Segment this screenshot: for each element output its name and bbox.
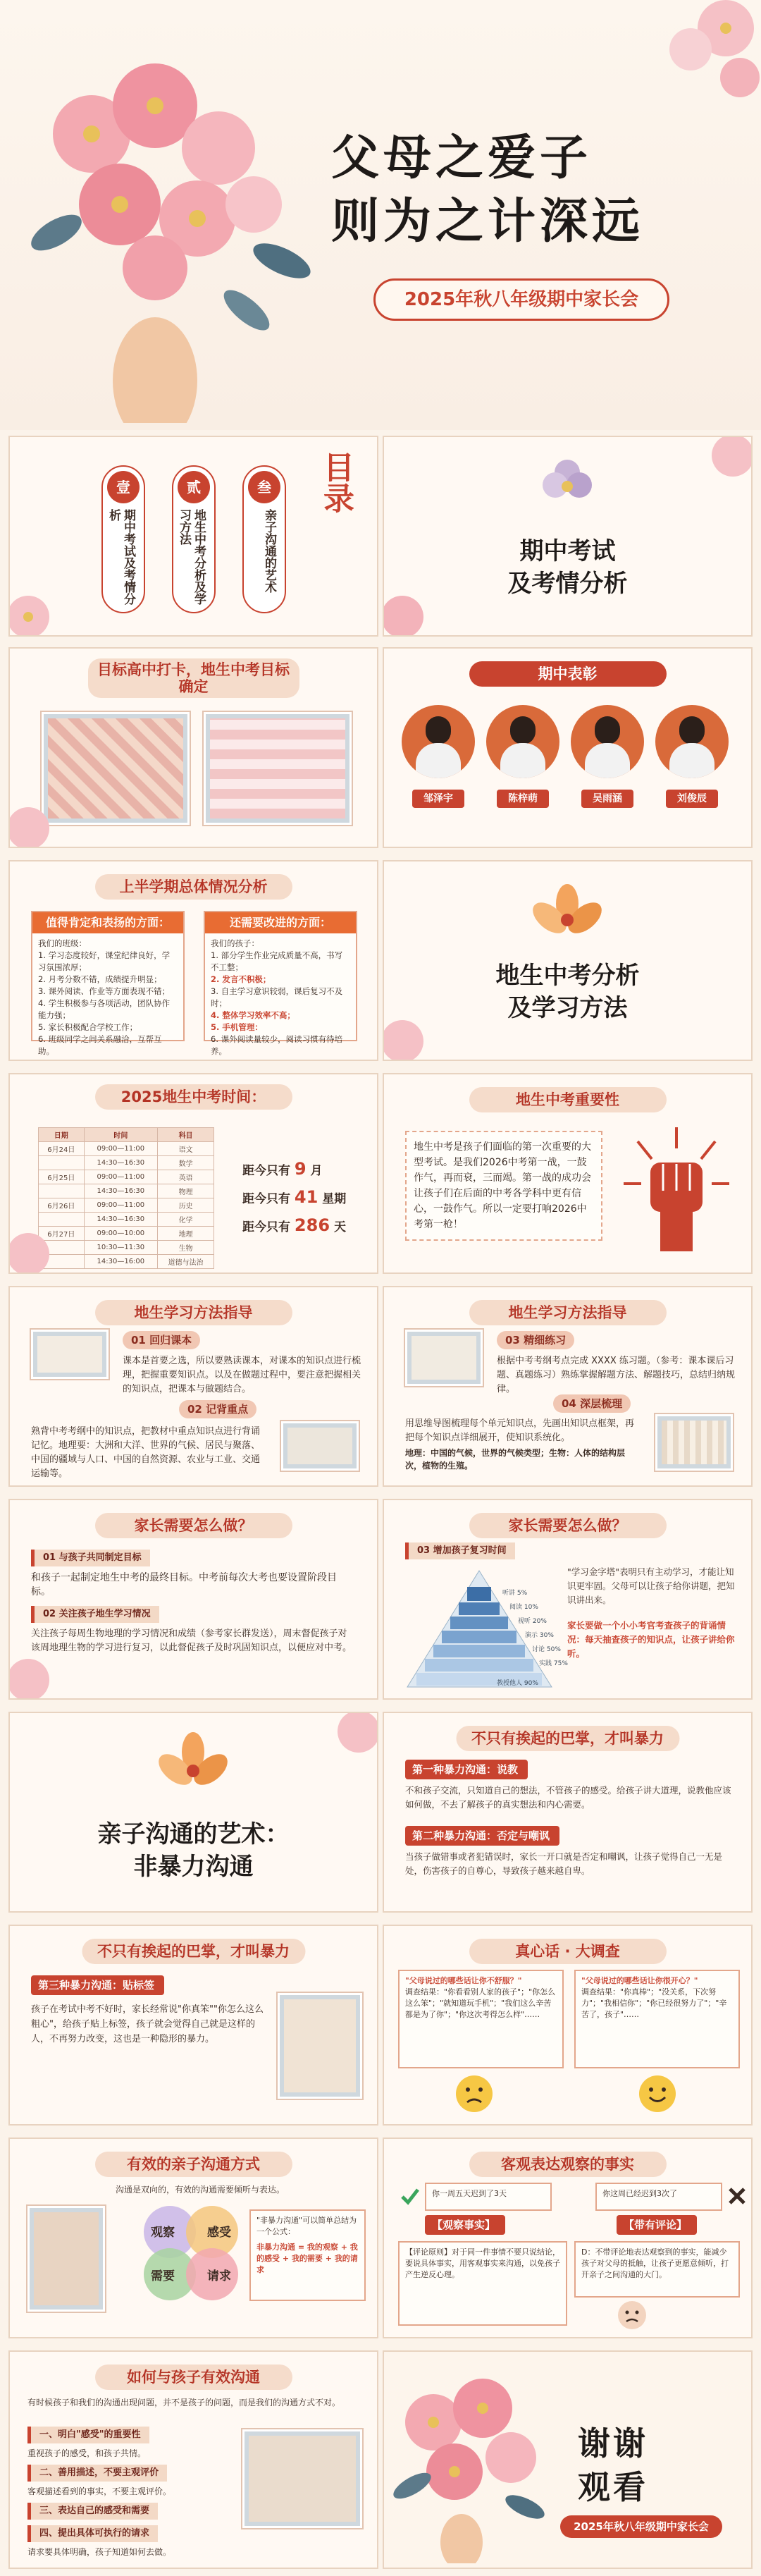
survey-pleasant-question: "父母说过的哪些话让你很开心？" [581,1976,698,1985]
slap1-banner: 不只有挨起的巴掌，才叫暴力 [456,1726,679,1751]
cross-icon [726,2185,748,2207]
fact-side-box: D：不带评论地表达观察到的事实，能减少孩子对父母的抵触，让孩子更愿意倾听，打开亲子之间沟通的大门。 [574,2241,740,2298]
parents1-slide [8,1499,378,1700]
flower-decoration-icon [383,1006,438,1061]
facts-banner: 客观表达观察的事实 [469,2152,667,2177]
cover-title-line1: 父母之爱子 [331,130,593,186]
survey-pleasant-box [574,1970,740,2068]
flower-decoration-icon [8,1645,63,1700]
lily-flower-icon [536,451,599,515]
toc-slide [8,436,378,637]
section3-title-line1: 亲子沟通的艺术： [97,1820,290,1848]
fact-example-box-2: 你这周已经迟到3次了 [595,2183,722,2211]
venn-label-feel: 感受 [207,2226,231,2240]
toc-heading: 目录 [318,451,354,513]
good-item: 1. 学习态度较好，课堂纪律良好，学习氛围浓厚； [38,950,171,972]
pyramid-level: 视听 20% [518,1618,547,1625]
importance-text: 地生中考是孩子们面临的第一次重要的大型考试。是我们2026中考第一战，一鼓作气，再而衰，三而竭。第一战的成功会让孩子们在后面的中考各学科中更有信心，一鼓作气。所以一定要打响2026中考第一枪！ [405,1131,602,1241]
formula-box [249,2209,366,2301]
parents-point-2-text: 关注孩子每周生物地理的学习情况和成绩（参考家长群发送），周末督促孩子对该周地理生物的学习进行复习，以此督促孩子及时巩固知识点，以便应对中考。 [31,1629,352,1653]
survey-unpleasant-box [398,1970,564,2068]
section2-title-line1: 地生中考分析 [495,962,640,990]
thanks-line2: 观看 [578,2468,648,2506]
section3-slide [8,1712,378,1913]
schedule-slide [8,1073,378,1274]
improve-points-box [204,911,357,1056]
effective-slide [8,2138,378,2338]
student-photo-4 [655,705,729,778]
flower-decoration-icon [8,582,63,637]
violence-type-1-text: 不和孩子交流，只知道自己的想法，不管孩子的感受。给孩子讲大道理，说教他应该如何做，不去了解孩子的真实想法和内心需要。 [405,1785,731,1810]
slap2-banner: 不只有挨起的巴掌，才叫暴力 [82,1939,305,1964]
improve-item: 3. 自主学习意识较弱，课后复习不及时； [211,986,343,1008]
flower-decoration-icon [698,436,753,491]
countdown-days: 距今只有 286 天 [242,1215,346,1235]
table-row: 6月26日 09:00—11:00 历史 [39,1198,214,1213]
good-points-box [31,911,185,1056]
crying-child-icon [617,2300,648,2331]
table-row: 10:30—11:30 生物 [39,1241,214,1255]
pyramid-level: 演示 30% [525,1632,554,1639]
countdown-months: 距今只有 9 月 [242,1159,323,1179]
parents-point-3: 03 增加孩子复习时间 [405,1542,515,1559]
howto-banner: 如何与孩子有效沟通 [95,2365,292,2390]
table-header: 时间 [84,1128,158,1142]
flower-decoration-icon [383,582,438,637]
table-header: 日期 [39,1128,85,1142]
improve-item: 我们的孩子： [211,938,259,948]
improve-item: 4. 整体学习效率不高； [211,1010,295,1020]
good-item: 3. 课外阅读、作业等方面表现不错； [38,986,171,996]
method-step-2-text: 熟背中考考纲中的知识点，把教材中重点知识点进行背诵记忆。地理要：大洲和大洋、世界的气候、居民与聚落、中国的疆域与人口、中国的自然资源、农业与工业、交通运输等。 [31,1426,261,1479]
happy-emoji-icon [638,2074,677,2114]
corner-flower-decoration [606,0,761,141]
writing-photo [281,1421,359,1471]
parents2-banner: 家长需要怎么做？ [469,1513,667,1538]
fact-example-box: 你一周五天迟到了3天 [425,2183,552,2211]
thanks-line1: 谢谢 [578,2424,648,2462]
toc-num-2: 贰 [178,471,210,503]
method2-banner: 地生学习方法指导 [469,1300,667,1325]
method-step-4-hint: 地理：中国的气候，世界的气候类型；生物：人体的结构层次，植物的生殖。 [405,1448,626,1471]
importance-slide [383,1073,753,1274]
violence-type-2-text: 当孩子做错事或者犯错误时，家长一开口就是否定和嘲讽，让孩子觉得自己一无是处，伤害孩子的自尊心，导致孩子越来越自卑。 [405,1851,723,1876]
parents-point-1: 01 与孩子共同制定目标 [31,1550,150,1566]
parents-point-3-text: "学习金字塔"表明只有主动学习，才能让知识更牢固。父母可以让孩子给你讲题，把知识讲出来。 [567,1566,735,1605]
notes-photo [405,1330,483,1386]
howto-tip-1-text: 重视孩子的感受，和孩子共情。 [27,2448,147,2458]
flower-bouquet-illustration [384,2359,553,2563]
survey-unpleasant-question: "父母说过的哪些话让你不舒服？" [405,1976,522,1985]
method-step-4: 04 深层梳理 [553,1394,631,1413]
toc-item-3[interactable] [242,465,286,613]
good-item: 6. 班级同学之间关系融洽，互帮互助。 [38,1034,162,1056]
formula-text: 非暴力沟通 = 我的观察 + 我的感受 + 我的需要 + 我的请求 [256,2243,358,2274]
table-row: 6月27日 09:00—10:00 地理 [39,1227,214,1241]
toc-num-1: 壹 [107,471,140,503]
check-icon [400,2185,421,2207]
howto-intro: 有时候孩子和我们的沟通出现问题，并不是孩子的问题，而是我们的沟通方式不对。 [27,2398,341,2408]
howto-tip-4-text: 请求要具体明确，孩子知道如何去做。 [27,2547,172,2557]
flower-bouquet-illustration [14,28,345,423]
pyramid-level: 实践 75% [539,1660,568,1667]
section3-title-line2: 非暴力沟通 [133,1853,254,1881]
parents2-slide [383,1499,753,1700]
lily-flower-icon [528,879,606,950]
table-row: 6月24日 09:00—11:00 语文 [39,1142,214,1156]
thanks-badge: 2025年秋八年级期中家长会 [560,2515,722,2538]
table-row: 14:30—16:30 数学 [39,1156,214,1170]
pyramid-level: 教授他人 90% [497,1680,538,1687]
student-photo-2 [486,705,559,778]
facts-slide [383,2138,753,2338]
good-item: 4. 学生积极参与各项活动，团队协作能力强； [38,998,171,1020]
parents-point-1-text: 和孩子一起制定地生中考的最终目标。中考前每次大考也要设置阶段目标。 [31,1572,337,1597]
table-row: 14:30—16:30 物理 [39,1184,214,1198]
pyramid-level: 听讲 5% [502,1590,528,1597]
praise-slide [383,647,753,848]
improve-item: 5. 手机管理： [211,1022,263,1032]
formula-heading: "非暴力沟通"可以简单总结为一个公式： [256,2216,357,2236]
fact-tag-observe: 【观察事实】 [425,2215,505,2235]
violence-type-3-text: 孩子在考试中考不好时，家长经常说"你真笨""你怎么这么粗心"，给孩子贴上标签，孩子就会觉得自己就是这样的人，不再努力改变，这也是一种隐形的暴力。 [31,2004,264,2044]
good-item: 5. 家长积极配合学校工作； [38,1022,138,1032]
raised-fist-icon [617,1120,736,1254]
flower-decoration-icon [8,793,63,848]
good-item: 2. 月考分数不错，成绩提升明显； [38,974,162,984]
table-header: 科目 [158,1128,214,1142]
importance-banner: 地生中考重要性 [469,1087,667,1112]
effective-intro: 沟通是双向的，有效的沟通需要倾听与表达。 [116,2185,285,2195]
flower-decoration-icon [8,1219,63,1274]
toc-label-2: 地生中考分析及学习方法 [177,509,206,605]
table-row: 14:30—16:00 道德与法治 [39,1255,214,1269]
howto-tip-2: 二、善用描述，不要主观评价 [27,2465,167,2482]
toc-item-1[interactable] [101,465,145,613]
student-photo-1 [402,705,475,778]
method2-slide [383,1286,753,1487]
goals-wall-photo [204,712,352,825]
parents-point-3-text2: 家长要做一个小小考官考查孩子的背诵情况：每天抽查孩子的知识点，让孩子讲给你听。 [567,1620,735,1659]
violence-type-1: 第一种暴力沟通：说教 [405,1760,528,1779]
parent-child-photo [278,1993,362,2099]
method-step-1-text: 课本是首要之选，所以要熟读课本，对课本的知识点进行梳理，把握重要知识点。以及在做题过程中，要注意把握相关的知识点，把课本与做题结合。 [123,1356,361,1394]
good-points-head: 值得肯定和表扬的方面： [32,912,183,933]
toc-label-3: 亲子沟通的艺术 [262,509,276,593]
pyramid-level: 阅读 10% [509,1604,538,1611]
toc-num-3: 叁 [248,471,280,503]
section2-slide [383,860,753,1061]
toc-label-1: 期中考试及考情分析 [106,509,135,605]
survey-pleasant-answers: 调查结果："你真棒"；"没关系，下次努力"；"我相信你"；"你已经很努力了"；"辛苦了，孩子"…… [581,1987,727,2019]
goals-slide [8,647,378,848]
section1-title-line1: 期中考试 [519,537,616,565]
method1-banner: 地生学习方法指导 [95,1300,292,1325]
section2-title-line2: 及学习方法 [507,994,628,1022]
improve-item: 1. 部分学生作业完成质量不高，书写不工整； [211,950,343,972]
book-photo [31,1330,109,1379]
student-name-1: 邹泽宇 [412,790,464,808]
venn-label-request: 请求 [207,2269,231,2283]
survey-banner: 真心话 · 大调查 [469,1939,667,1964]
good-item: 我们的班级： [38,938,87,948]
cover-subtitle-badge: 2025年秋八年级期中家长会 [373,278,669,321]
method-step-4-text: 用思维导图梳理每个单元知识点，先画出知识点框架，再把每个知识点详细展开，使知识系统化。 [405,1418,635,1443]
lily-flower-icon [154,1727,232,1805]
method-step-3-text: 根据中考考纲考点完成 XXXX 练习题。（参考：课本课后习题、真题练习）熟练掌握解题方法、解题技巧，总结归纳规律。 [497,1356,736,1394]
survey-unpleasant-answers: 调查结果："你看看别人家的孩子"；"你怎么这么笨"；"就知道玩手机"；"我们这么辛苦都是为了你"；"你这次考得怎么样"…… [405,1987,556,2019]
pyramid-level: 讨论 50% [532,1646,561,1653]
fact-principle-box: 【评论原则】对于同一件事情不要只说结论，要说具体事实，用客观事实来沟通，以免孩子产生逆反心理。 [398,2241,567,2326]
exam-schedule-table [38,1127,214,1269]
student-name-3: 吴雨涵 [581,790,633,808]
goals-banner: 目标高中打卡，地生中考目标确定 [88,658,299,698]
book-cover-photo [27,2206,105,2312]
effective-banner: 有效的亲子沟通方式 [95,2152,292,2177]
parent-kid-study-photo [242,2429,362,2528]
flower-decoration-icon [323,1712,378,1767]
section1-title-line2: 及考情分析 [507,570,628,598]
parents-point-2: 02 关注孩子地生学习情况 [31,1606,159,1623]
table-row: 14:30—16:30 化学 [39,1213,214,1227]
slap1-slide [383,1712,753,1913]
goals-board-photo [42,712,190,825]
slap2-slide [8,1925,378,2126]
section1-slide [383,436,753,637]
cover-slide [0,0,761,430]
learning-pyramid-diagram [404,1567,555,1691]
praise-banner: 期中表彰 [469,661,667,687]
violence-type-2: 第二种暴力沟通：否定与嘲讽 [405,1826,559,1846]
method-step-2: 02 记背重点 [179,1400,256,1418]
method-step-1: 01 回归课本 [123,1331,200,1349]
countdown-weeks: 距今只有 41 星期 [242,1187,347,1207]
mindmap-photo [655,1414,733,1471]
sad-emoji-icon [454,2074,494,2114]
schedule-banner: 2025地生中考时间： [95,1084,292,1110]
summary-banner: 上半学期总体情况分析 [95,874,292,900]
howto-tip-3: 三、表达自己的感受和需要 [27,2503,158,2520]
survey-slide [383,1925,753,2126]
method-step-3: 03 精细练习 [497,1331,574,1349]
student-photo-3 [571,705,644,778]
howto-tip-2-text: 客观描述看到的事实，不要主观评价。 [27,2486,172,2496]
venn-label-observe: 观察 [151,2226,175,2240]
howto-tip-1: 一、明白"感受"的重要性 [27,2427,149,2443]
cover-title-line2: 则为之计深远 [331,194,645,250]
student-name-4: 刘俊辰 [666,790,718,808]
venn-label-need: 需要 [151,2269,175,2283]
improve-item: 2. 发言不积极； [211,974,271,984]
toc-item-2[interactable] [172,465,216,613]
improve-points-head: 还需要改进的方面： [205,912,356,933]
table-row: 6月25日 09:00—11:00 英语 [39,1170,214,1184]
student-name-2: 陈梓萌 [497,790,549,808]
parents1-banner: 家长需要怎么做？ [95,1513,292,1538]
summary-slide [8,860,378,1061]
fact-tag-comment: 【带有评论】 [617,2215,697,2235]
howto-tip-4: 四、提出具体可执行的请求 [27,2525,158,2542]
violence-type-3: 第三种暴力沟通：贴标签 [31,1975,164,1995]
improve-item: 6. 课外阅读量较少，阅读习惯有待培养。 [211,1034,343,1056]
method1-slide [8,1286,378,1487]
howto-slide [8,2350,378,2569]
